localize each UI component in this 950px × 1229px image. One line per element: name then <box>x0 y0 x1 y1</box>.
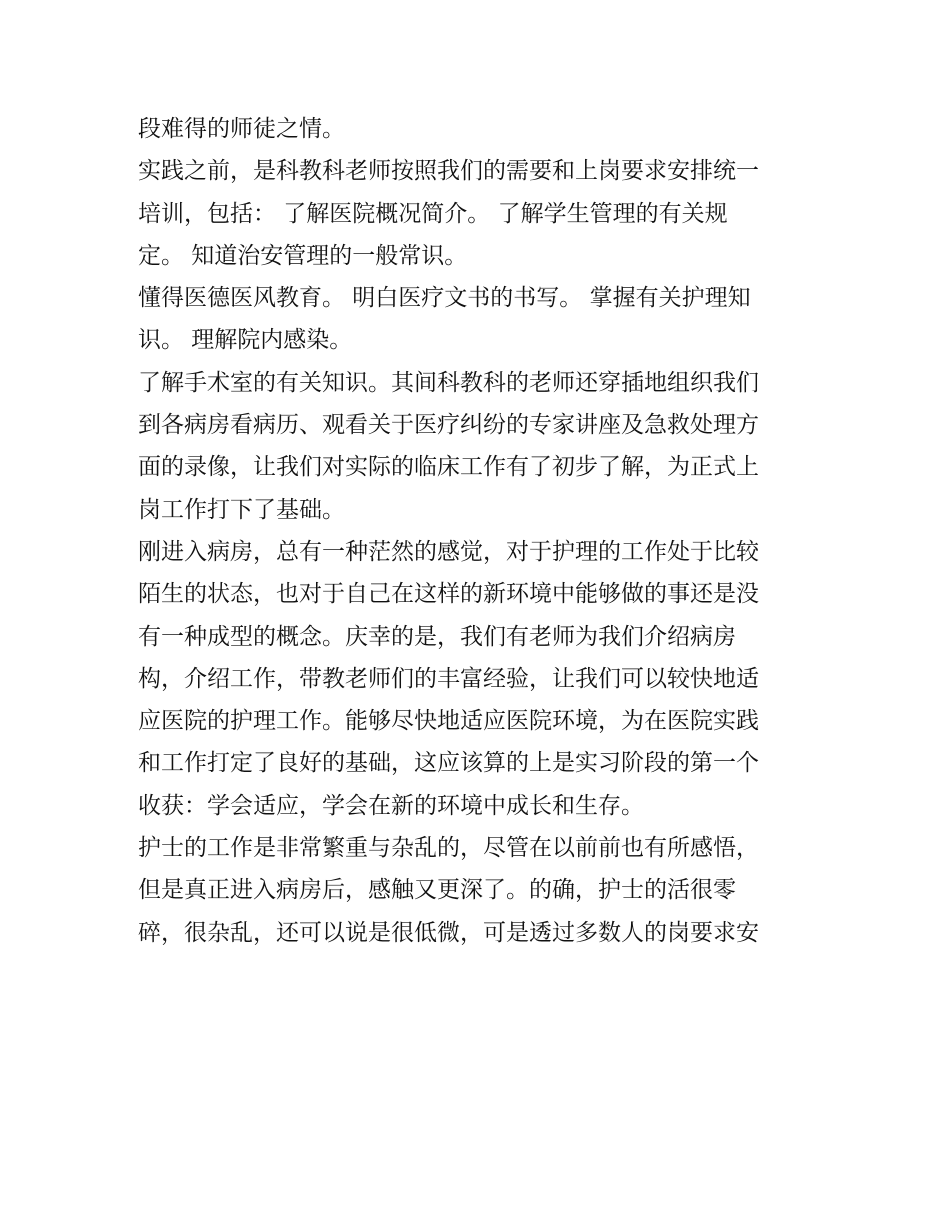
text-line: 岗工作打下了基础。 <box>138 496 345 523</box>
text-line: 了解手术室的有关知识。其间科教科的老师还穿插地组织我们 <box>138 369 759 396</box>
text-line: 构，介绍工作，带教老师们的丰富经验，让我们可以较快地适 <box>138 665 759 692</box>
text-line: 碎，很杂乱，还可以说是很低微，可是透过多数人的岗要求安 <box>138 919 759 946</box>
text-line: 和工作打定了良好的基础，这应该算的上是实习阶段的第一个 <box>138 750 759 777</box>
text-line: 到各病房看病历、观看关于医疗纠纷的专家讲座及急救处理方 <box>138 412 759 439</box>
text-line: 应医院的护理工作。能够尽快地适应医院环境，为在医院实践 <box>138 708 759 735</box>
text-line: 收获：学会适应，学会在新的环境中成长和生存。 <box>138 792 644 819</box>
text-line: 懂得医德医风教育。 明白医疗文书的书写。 掌握有关护理知 <box>138 285 751 312</box>
text-line: 刚进入病房，总有一种茫然的感觉，对于护理的工作处于比较 <box>138 538 759 565</box>
text-line: 但是真正进入病房后，感触又更深了。的确，护士的活很零 <box>138 877 736 904</box>
body-text <box>138 108 818 954</box>
text-line: 培训，包括： 了解医院概况简介。 了解学生管理的有关规 <box>138 200 728 227</box>
text-line: 护士的工作是非常繁重与杂乱的，尽管在以前前也有所感悟， <box>138 835 759 862</box>
text-line: 面的录像，让我们对实际的临床工作有了初步了解，为正式上 <box>138 454 759 481</box>
text-line: 陌生的状态，也对于自己在这样的新环境中能够做的事还是没 <box>138 581 759 608</box>
text-line: 段难得的师徒之情。 <box>138 116 345 142</box>
text-line: 识。 理解院内感染。 <box>138 327 353 354</box>
text-line: 有一种成型的概念。庆幸的是，我们有老师为我们介绍病房 <box>138 623 736 650</box>
text-line: 实践之前，是科教科老师按照我们的需要和上岗要求安排统一 <box>138 158 759 185</box>
text-line: 定。 知道治安管理的一般常识。 <box>138 242 468 269</box>
